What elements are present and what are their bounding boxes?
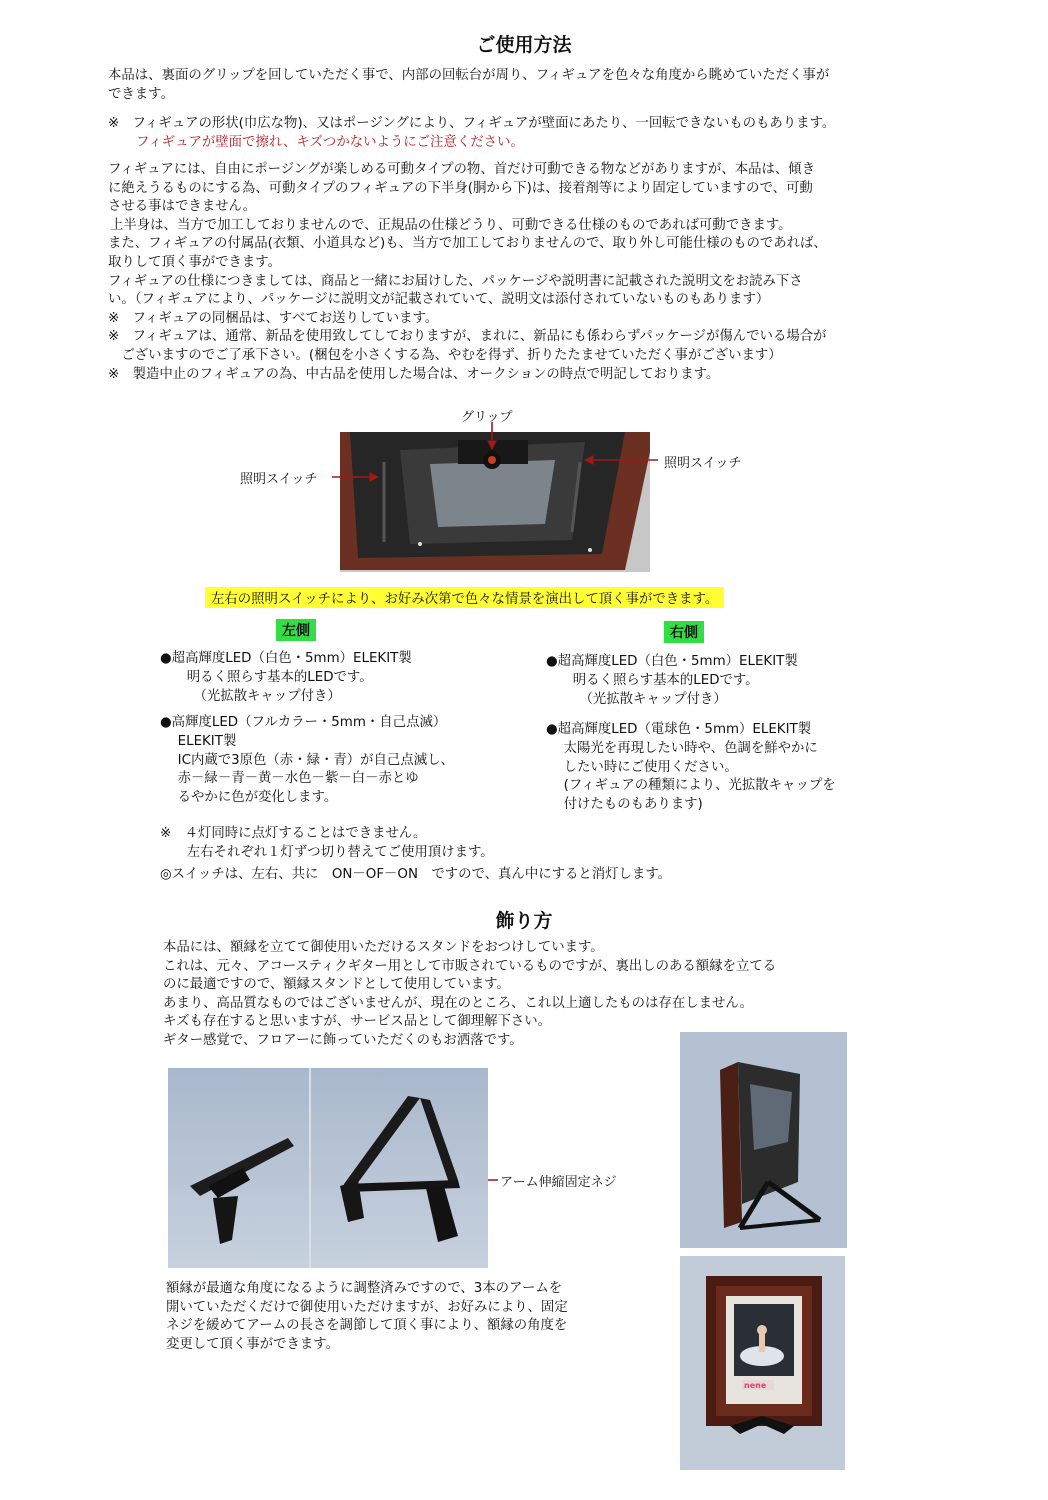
usage-warning: フィギュアが壁面で擦れ、キズつかないようにご注意ください。 bbox=[136, 135, 524, 150]
spec-line: ●超高輝度LED（白色・5mm）ELEKIT製 bbox=[160, 651, 412, 666]
spec-line: ●超高輝度LED（電球色・5mm）ELEKIT製 bbox=[546, 722, 812, 737]
usage-note1: ※ フィギュアの形状(巾広な物)、又はポージングにより、フィギュアが壁面にあたり、一回転できないものもあります。 bbox=[108, 116, 836, 131]
body-line: ※ フィギュアの同梱品は、すべてお送りしています。 bbox=[108, 310, 439, 326]
spec-line: ●超高輝度LED（白色・5mm）ELEKIT製 bbox=[546, 654, 798, 669]
body-line: 取りして頂く事ができます。 bbox=[108, 254, 282, 270]
intro-line: できます。 bbox=[108, 86, 174, 102]
spec-line: 赤－緑－青－黄－水色－紫－白－赤とゆ bbox=[160, 771, 419, 787]
body-line: させる事はできません。 bbox=[108, 199, 257, 215]
figure-logo: nene bbox=[744, 1381, 767, 1390]
frame-side-photo bbox=[680, 1032, 847, 1248]
decor-line: のに最適ですので、額縁スタンドとして使用しています。 bbox=[163, 977, 510, 993]
stand-illustration bbox=[168, 1068, 488, 1268]
adjust-line: 変更して頂く事ができます。 bbox=[166, 1336, 340, 1352]
decor-line: キズも存在すると思いますが、サービス品として御理解下さい。 bbox=[163, 1014, 552, 1030]
spec-line: 明るく照らす基本的LEDです。 bbox=[546, 672, 759, 688]
body-line: 上半身は、当方で加工しておりませんので、正規品の仕様どうり、可動できる仕様のものであれば可動できます。 bbox=[110, 217, 792, 233]
arm-screw-label: アーム伸縮固定ネジ bbox=[500, 1175, 617, 1190]
body-line: ※ 製造中止のフィギュアの為、中古品を使用した場合は、オークションの時点で明記しております。 bbox=[108, 366, 720, 382]
switch-notes bbox=[160, 825, 671, 884]
decor-line: これは、元々、アコースティクギター用として市販されているものですが、裏出しのある額縁を立てる bbox=[163, 958, 777, 974]
spec-line: IC内蔵で3原色（赤・緑・青）が自己点滅し、 bbox=[160, 752, 454, 768]
spec-line: （光拡散キャップ付き） bbox=[546, 691, 727, 707]
usage-title: ご使用方法 bbox=[476, 34, 572, 56]
frame-side-illustration bbox=[680, 1032, 847, 1248]
spec-line: ●高輝度LED（フルカラー・5mm・自己点滅） bbox=[160, 715, 447, 730]
body-line: ※ フィギュアは、通常、新品を使用致してしておりますが、まれに、新品にも係わらずパッケージが傷んでいる場合が bbox=[108, 329, 827, 345]
grip-label: グリップ bbox=[461, 410, 513, 425]
decor-adjust bbox=[166, 1280, 568, 1354]
decor-line: あまり、高品質なものではございませんが、現在のところ、これ以上適したものは存在しません。 bbox=[163, 995, 753, 1011]
spec-line: （光拡散キャップ付き） bbox=[160, 688, 341, 704]
body-line: また、フィギュアの付属品(衣類、小道具など)も、当方で加工しておりませんので、取り外し可能仕様のものであれば、 bbox=[108, 236, 827, 252]
left-led-2 bbox=[160, 714, 454, 808]
switch-highlight: 左右の照明スイッチにより、お好み次第で色々な情景を演出して頂く事ができます。 bbox=[205, 587, 724, 608]
spec-line: るやかに色が変化します。 bbox=[160, 790, 338, 806]
adjust-line: ネジを緩めてアームの長さを調節して頂く事により、額縁の角度を bbox=[166, 1318, 568, 1334]
decor-line: ギター感覚で、フロアーに飾っていただくのもお洒落です。 bbox=[163, 1032, 523, 1048]
right-led-1 bbox=[546, 653, 798, 709]
spec-line: ELEKIT製 bbox=[160, 733, 237, 749]
body-line: に絶えうるものにする為、可動タイプのフィギュアの下半身(胴から下)は、接着剤等により固定していますので、可動 bbox=[108, 180, 813, 196]
note-line: 左右それぞれ１灯ずつ切り替えてご使用頂けます。 bbox=[160, 844, 494, 860]
decor-line: 本品には、額縁を立てて御使用いただけるスタンドをおつけしています。 bbox=[163, 940, 604, 955]
spec-line: したい時にご使用ください。 bbox=[546, 759, 738, 775]
left-led-1 bbox=[160, 650, 412, 706]
body-line: ございますのでご了承下さい。(梱包を小さくする為、やむを得ず、折りたたませていただく事がございます） bbox=[108, 347, 782, 363]
adjust-line: 開いていただくだけで御使用いただけますが、お好みにより、固定 bbox=[166, 1299, 568, 1315]
frame-front-photo bbox=[680, 1256, 845, 1470]
note-line: ※ ４灯同時に点灯することはできません。 bbox=[160, 826, 427, 841]
spec-line: 付けたものもあります) bbox=[546, 797, 703, 813]
right-side-heading: 右側 bbox=[664, 621, 704, 643]
spec-line: 明るく照らす基本的LEDです。 bbox=[160, 669, 373, 685]
left-side-heading: 左側 bbox=[276, 619, 316, 641]
stand-photo bbox=[168, 1068, 488, 1268]
switch-left-label: 照明スイッチ bbox=[240, 472, 318, 487]
decor-title: 飾り方 bbox=[495, 910, 553, 932]
intro-line: 本品は、裏面のグリップを回していただく事で、内部の回転台が周り、フィギュアを色々な角度から眺めていただく事が bbox=[108, 68, 830, 83]
adjust-line: 額縁が最適な角度になるように調整済みですので、3本のアームを bbox=[166, 1281, 563, 1296]
note-line: ◎スイッチは、左右、共に ON－OF－ON ですので、真ん中にすると消灯します。 bbox=[160, 866, 672, 882]
right-led-2 bbox=[546, 721, 836, 815]
body-line: フィギュアには、自由にポージングが楽しめる可動タイプの物、首だけ可動できる物などがありますが、本品は、傾き bbox=[108, 162, 816, 177]
spec-line: 太陽光を再現したい時や、色調を鮮やかに bbox=[546, 740, 818, 756]
frame-front-illustration bbox=[680, 1256, 845, 1470]
body-line: い。（フィギュアにより、パッケージに説明文が記載されていて、説明文は添付されていないものもあります） bbox=[108, 292, 770, 308]
switch-right-label: 照明スイッチ bbox=[664, 456, 742, 471]
body-line: フィギュアの仕様につきましては、商品と一緒にお届けした、パッケージや説明書に記載された説明文をお読み下さ bbox=[108, 273, 803, 289]
spec-line: (フィギュアの種類により、光拡散キャップを bbox=[546, 778, 836, 794]
